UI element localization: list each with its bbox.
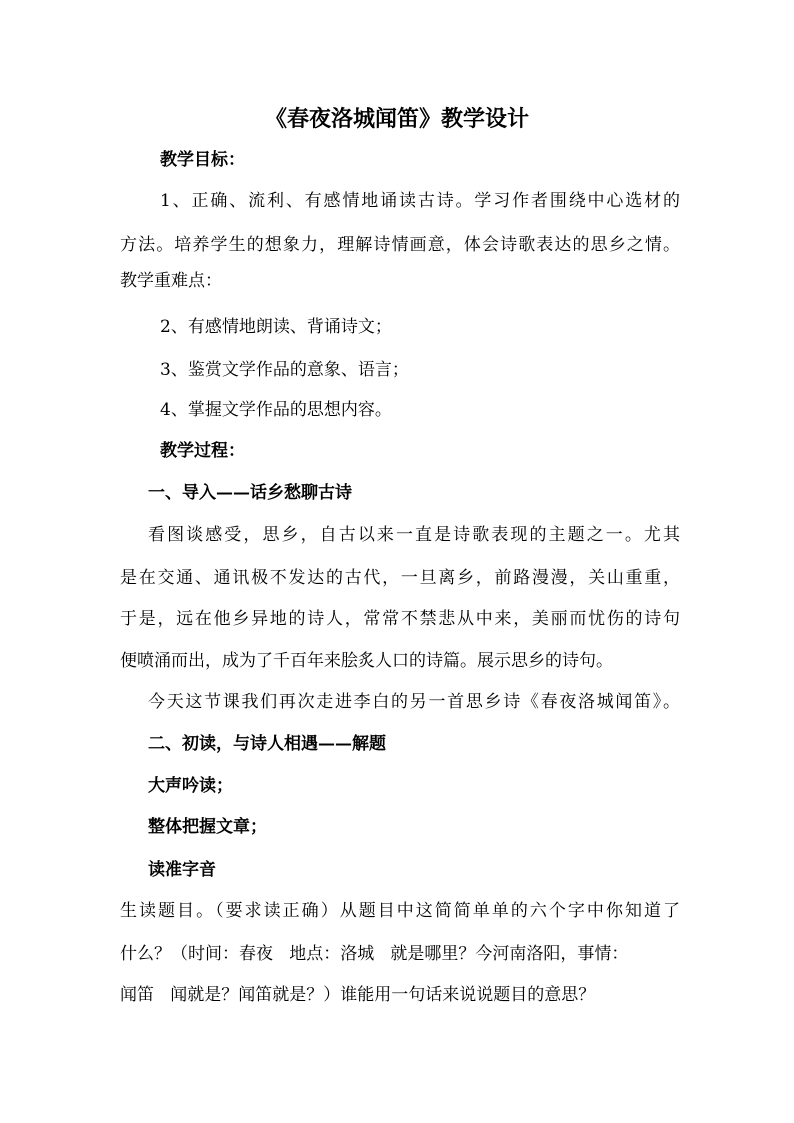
study-line-1: 生读题目。（要求读正确）从题目中这简简单单的六个字中你知道了 — [120, 901, 680, 921]
key-points-heading: 教学重难点： — [120, 271, 222, 291]
goal-1-line-2: 方法。培养学生的想象力，理解诗情画意，体会诗歌表达的思乡之情。 — [120, 235, 680, 255]
part-2-heading: 二、初读，与诗人相遇——解题 — [148, 734, 386, 754]
point-4: 4、掌握文学作品的思想内容。 — [160, 400, 392, 420]
read-pronunciation: 读准字音 — [148, 860, 216, 880]
document-title: 《春夜洛城闻笛》教学设计 — [264, 106, 529, 132]
process-heading: 教学过程： — [160, 441, 245, 461]
intro-line-3: 于是，远在他乡异地的诗人，常常不禁悲从中来，美丽而忧伤的诗句 — [120, 609, 680, 629]
point-2: 2、有感情地朗读、背诵诗文； — [160, 317, 392, 337]
today-line: 今天这节课我们再次走进李白的另一首思乡诗《春夜洛城闻笛》。 — [148, 692, 680, 712]
study-line-3: 闻笛 闻就是？闻笛就是？）谁能用一句话来说说题目的意思？ — [120, 985, 596, 1005]
study-line-2: 什么？（时间：春夜 地点：洛城 就是哪里？今河南洛阳，事情： — [120, 944, 629, 964]
intro-line-4: 便喷涌而出，成为了千百年来脍炙人口的诗篇。展示思乡的诗句。 — [120, 651, 613, 671]
part-1-heading: 一、导入——话乡愁聊古诗 — [148, 483, 352, 503]
point-3: 3、鉴赏文学作品的意象、语言； — [160, 360, 409, 380]
read-aloud: 大声吟读； — [148, 776, 233, 796]
intro-line-1: 看图谈感受，思乡，自古以来一直是诗歌表现的主题之一。尤其 — [148, 525, 680, 545]
goal-1-line-1: 1、正确、流利、有感情地诵读古诗。学习作者围绕中心选材的 — [160, 191, 680, 211]
grasp-article: 整体把握文章； — [148, 817, 267, 837]
intro-line-2: 是在交通、通讯极不发达的古代，一旦离乡，前路漫漫，关山重重， — [120, 568, 680, 588]
goals-heading: 教学目标： — [160, 150, 245, 170]
